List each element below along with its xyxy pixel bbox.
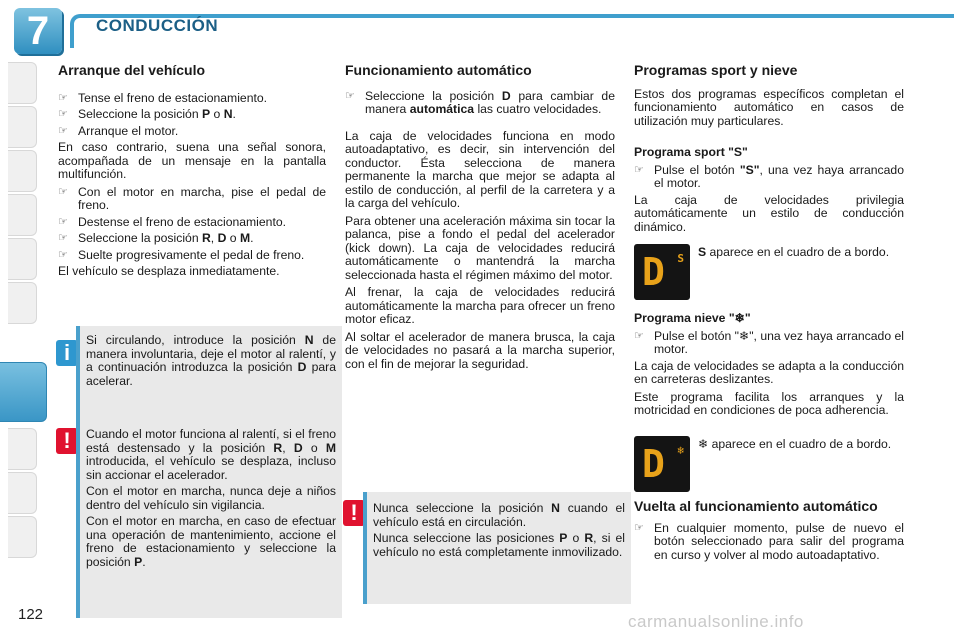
hand-pointer-icon: ☞ [634,163,644,176]
list-item: ☞ Seleccione la posición D para cambiar de manera automática las cuatro velocidades. [345,88,615,116]
chapter-tab[interactable] [8,428,37,470]
subheading-sport: Programa sport "S" [634,145,748,159]
snow-caption: ❄ aparece en el cuadro de a bordo. [698,437,892,451]
column-arranque [58,64,326,283]
page-number: 122 [18,606,44,623]
column-programas [634,64,904,238]
snowflake-icon: ❄ [677,444,684,457]
list-item: ☞ Seleccione la posición P o N. [58,107,236,121]
hand-pointer-icon: ☞ [58,108,68,120]
chapter-tab[interactable] [8,62,37,104]
section-title-programas: Programas sport y nieve [634,62,798,78]
chapter-tab[interactable] [8,282,37,324]
info-icon: i [56,340,78,366]
column-vuelta [634,500,904,565]
chapter-tab[interactable] [8,150,37,192]
hand-pointer-icon: ☞ [58,124,68,137]
paragraph: Al frenar, la caja de velocidades reducirá automáticamente la marcha para ofrecer un freno motor eficaz. [345,285,615,326]
paragraph: La caja de velocidades se adapta a la conducción en carreteras deslizantes. [634,358,904,386]
hand-pointer-icon: ☞ [58,232,68,244]
paragraph: Este programa facilita los arranques y la motricidad en condiciones de poca adherencia. [634,389,904,417]
list-item: ☞ En cualquier momento, pulse de nuevo el botón seleccionado para salir del programa en curso y volver al modo autoadaptativo. [634,520,904,562]
chapter-tab[interactable] [8,516,37,558]
list-item: ☞ Arranque el motor. [58,123,179,138]
chapter-number-badge: 7 [14,8,62,54]
note-text: Cuando el motor funciona al ralentí, si el freno está destensado y la posición R, D o M introducida, el vehículo se desplaza, incluso sin accionar el acelerador. [86,427,336,482]
section-title-vuelta: Vuelta al funcionamiento automático [634,498,878,514]
paragraph: Para obtener una aceleración máxima sin tocar la palanca, pise a fondo el pedal del acelerador (kick down). La caja de velocidades reducirá automáticamente o mantendrá la marcha seleccionada hasta el régimen máximo del motor. [345,213,615,282]
list-item: ☞ Pulse el botón "S", una vez haya arrancado el motor. [634,162,904,190]
hand-pointer-icon: ☞ [58,248,68,261]
hand-pointer-icon: ☞ [58,215,68,228]
hand-pointer-icon: ☞ [634,329,644,342]
paragraph: La caja de velocidades privilegia automáticamente un estilo de conducción dinámico. [634,192,904,234]
list-item: ☞ Pulse el botón "❄", una vez haya arrancado el motor. [634,328,904,356]
paragraph: El vehículo se desplaza inmediatamente. [58,264,280,278]
list-item: ☞ Con el motor en marcha, pise el pedal de freno. [58,184,326,212]
note-text: Con el motor en marcha, nunca deje a niños dentro del vehículo sin vigilancia. [86,484,336,512]
dashboard-display-snow: D ❄ [634,436,690,492]
hand-pointer-icon: ☞ [345,89,355,102]
warning-icon: ! [343,500,365,526]
chapter-tab-rail [0,62,44,582]
note-text: Nunca seleccione las posiciones P o R, si el vehículo no está completamente inmovilizado. [373,531,625,559]
chapter-title: CONDUCCIÓN [96,16,219,35]
list-item: ☞ Tense el freno de estacionamiento. [58,90,268,105]
note-text: Con el motor en marcha, en caso de efectuar una operación de mantenimiento, accione el freno de estacionamiento y seleccione la posición P. [86,514,336,569]
paragraph: Estos dos programas específicos completan el funcionamiento automático en casos de utilización muy particulares. [634,86,904,128]
hand-pointer-icon: ☞ [58,185,68,198]
watermark: carmanualsonline.info [628,612,804,631]
warning-icon: ! [56,428,78,454]
paragraph: En caso contrario, suena una señal sonora, acompañada de un mensaje en la pantalla multifunción. [58,140,326,181]
dashboard-display-sport: D S [634,244,690,300]
sport-caption: S aparece en el cuadro de a bordo. [698,245,890,259]
subheading-nieve: Programa nieve "❄" [634,311,751,325]
steps-list [58,186,326,263]
chapter-tab-active[interactable] [0,362,47,422]
note-text: Nunca seleccione la posición N cuando el vehículo está en circulación. [373,501,626,529]
steps-list [58,92,326,139]
warning-note [76,420,342,618]
list-item: ☞ Seleccione la posición R, D o M. [58,231,254,245]
chapter-tab[interactable] [8,472,37,514]
chapter-tab[interactable] [8,238,37,280]
section-title-arranque: Arranque del vehículo [58,62,206,78]
paragraph: Al soltar el acelerador de manera brusca, la caja de velocidades no pasará a la marcha superior, con el fin de mejorar la seguridad. [345,329,615,371]
column-funcionamiento [345,64,615,375]
warning-note [363,492,631,604]
column-programas-nieve [634,306,904,422]
hand-pointer-icon: ☞ [634,521,644,534]
info-note [76,326,342,422]
list-item: ☞ Suelte progresivamente el pedal de freno. [58,247,305,262]
section-title-funcionamiento: Funcionamiento automático [345,62,532,78]
list-item: ☞ Destense el freno de estacionamiento. [58,214,286,229]
hand-pointer-icon: ☞ [58,91,68,104]
note-text: Si circulando, introduce la posición N de manera involuntaria, deje el motor al ralentí, y a continuación introduzca la posición D para acelerar. [86,333,337,388]
chapter-tab[interactable] [8,194,37,236]
chapter-tab[interactable] [8,106,37,148]
paragraph: La caja de velocidades funciona en modo autoadaptativo, es decir, sin intervención del conductor. Ésta selecciona de manera permanente la marcha que mejor se adapta al estilo de conducción, al perfil de la carretera y a la carga del vehículo. [345,128,615,210]
